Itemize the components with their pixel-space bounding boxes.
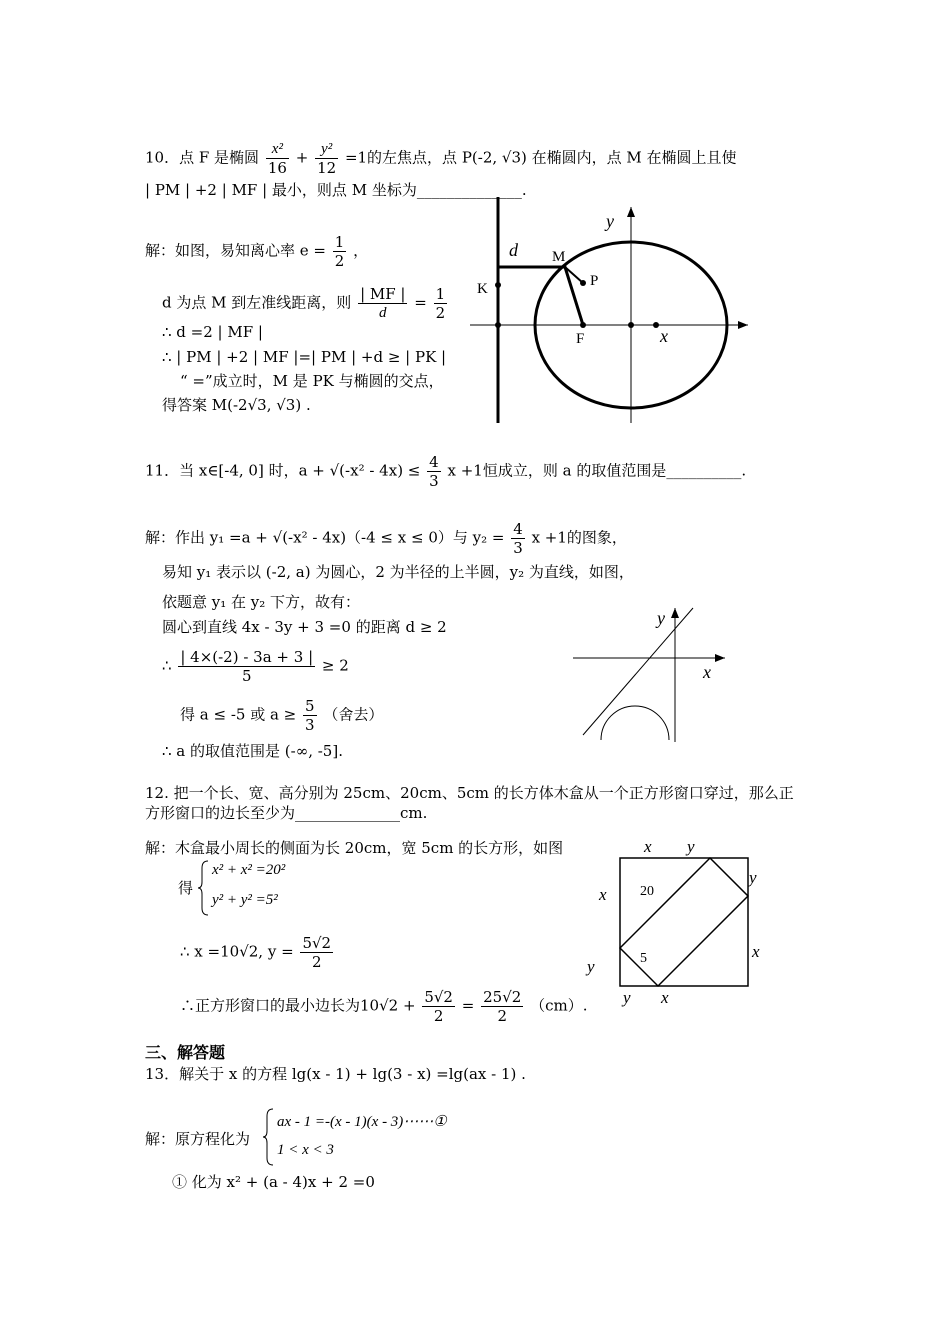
point-k <box>495 282 501 288</box>
q12-line2: 方形窗口的边长至少为______________cm. <box>145 804 428 822</box>
point-focus-right <box>653 322 659 328</box>
q12-sol2-label: 得 <box>178 879 194 897</box>
semicircle-y1 <box>601 706 669 740</box>
q11-sol5: ∴ $\frac{| 4\times(-2) - 3a + 3 |}{5}$ ≥ 2 <box>162 648 349 685</box>
origin-point <box>628 322 634 328</box>
q10-sol5: “ =”成立时，M 是 PK 与椭圆的交点， <box>180 372 444 390</box>
q12-square-window-figure <box>585 835 775 1010</box>
q11-sol1: 解：作出 y₁ =a + √(-x² - 4x)（-4 ≤ x ≤ 0）与 y₂ = $\frac{4}{3}$ x +1的图象， <box>145 520 627 557</box>
q10-sol2: d 为点 M 到左准线距离，则 $\frac{| MF |}{d}$ = $\frac{1}{2}$ <box>162 285 446 322</box>
m-label: M <box>552 249 566 265</box>
q10-line2: | PM | +2 | MF | 最小，则点 M 坐标为______________. <box>145 181 527 199</box>
y-axis-label: y <box>657 608 665 628</box>
q10-sol3: ∴ d =2 | MF | <box>162 323 263 341</box>
label-x-bottom: x <box>661 988 669 1007</box>
q13-sol-label: 解：原方程化为 <box>145 1130 251 1148</box>
point-p <box>580 280 586 286</box>
q12-sol1: 解：木盒最小周长的侧面为长 20cm，宽 5cm 的长方形，如图 <box>145 839 564 857</box>
d-label: d <box>509 240 518 260</box>
q13-sol-eq1: ax - 1 =-(x - 1)(x - 3)⋯⋯① <box>277 1114 447 1130</box>
q13-line1: 13．解关于 x 的方程 lg(x - 1) + lg(3 - x) =lg(ax - 1) . <box>145 1065 526 1083</box>
q11-line1: 11．当 x∈[-4, 0] 时，a + √(-x² - 4x) ≤ $\frac{4}{3}$ x +1恒成立，则 a 的取值范围是__________. <box>145 453 747 490</box>
q11-sol2: 易知 y₁ 表示以 (-2, a) 为圆心，2 为半径的上半圆，y₂ 为直线，如图， <box>162 563 634 581</box>
q11-line-semicircle-figure <box>565 600 745 745</box>
q12-sol3: ∴ x =10√2, y = $\frac{5√2}{2}$ <box>180 934 332 971</box>
label-20: 20 <box>640 884 654 899</box>
q10-sol4: ∴ | PM | +2 | MF |=| PM | +d ≥ | PK | <box>162 348 447 366</box>
q10-line1-b: =1的左焦点，点 P(-2, √3) 在椭圆内，点 M 在椭圆上且使 <box>344 148 737 167</box>
label-y-top: y <box>687 837 695 856</box>
q10-frac-y2-12: $\frac{\text{y²}}{12}$ <box>317 141 337 177</box>
label-x-top: x <box>644 837 652 856</box>
system-brace <box>263 1108 275 1166</box>
q10-sol6: 得答案 M(-2√3, √3) . <box>162 396 311 414</box>
label-x-right: x <box>752 942 760 961</box>
line-y2 <box>583 608 693 735</box>
label-x-left: x <box>599 885 607 904</box>
label-y-bottom: y <box>623 988 631 1007</box>
inner-rectangle <box>620 858 748 986</box>
label-5: 5 <box>640 951 647 966</box>
k-label: K <box>477 281 488 297</box>
y-axis-arrow-icon <box>627 207 635 217</box>
q10-line1: 10．点 F 是椭圆 $\frac{\text{x²}}{16}$ + $\frac{\text{y²}}{12}$ =1的左焦点，点 P(-2, √3) 在椭圆内，点 M 在椭圆上且使 <box>145 141 737 177</box>
q12-sol2-eq1: x² + x² =20² <box>212 862 286 878</box>
q10-frac-x2-16: $\frac{\text{x²}}{16}$ <box>267 141 287 177</box>
p-label: P <box>590 273 599 289</box>
q13-sol-eq2: 1 < x < 3 <box>277 1142 334 1158</box>
x-axis-arrow-icon <box>715 654 725 662</box>
x-axis-arrow-icon <box>738 321 748 329</box>
point-f <box>580 322 586 328</box>
y-axis-label: y <box>606 211 614 231</box>
q12-sol4: ∴正方形窗口的最小边长为10√2 + $\frac{5√2}{2}$ = $\frac{25√2}{2}$ （cm）. <box>180 988 588 1025</box>
system-brace <box>198 860 210 916</box>
x-axis-label: x <box>660 326 668 346</box>
y-axis-arrow-icon <box>671 608 679 618</box>
q11-sol3: 依题意 y₁ 在 y₂ 下方，故有： <box>162 593 361 611</box>
q10-ellipse-figure <box>460 195 760 430</box>
q11-sol6: 得 a ≤ -5 或 a ≥ $\frac{5}{3}$ （舍去） <box>180 697 384 734</box>
label-y-right: y <box>749 868 757 887</box>
q11-sol7: ∴ a 的取值范围是 (-∞, -5]. <box>162 742 343 760</box>
x-axis-label: x <box>703 662 711 682</box>
q12-sol2-eq2: y² + y² =5² <box>212 892 278 908</box>
label-y-left: y <box>587 957 595 976</box>
section3-heading: 三、解答题 <box>145 1043 226 1062</box>
q11-sol4: 圆心到直线 4x - 3y + 3 =0 的距离 d ≥ 2 <box>162 618 447 636</box>
q13-sol2: ① 化为 x² + (a - 4)x + 2 =0 <box>172 1173 375 1191</box>
q10-line1-a: 10．点 F 是椭圆 <box>145 148 260 167</box>
f-label: F <box>576 331 585 347</box>
point-directrix-axis <box>495 322 501 328</box>
q12-line1: 12. 把一个长、宽、高分别为 25cm、20cm、5cm 的长方体木盒从一个正方形窗口穿过，那么正 <box>145 784 794 802</box>
q10-sol1: 解：如图，易知离心率 e = $\frac{1}{2}$ ， <box>145 233 369 270</box>
